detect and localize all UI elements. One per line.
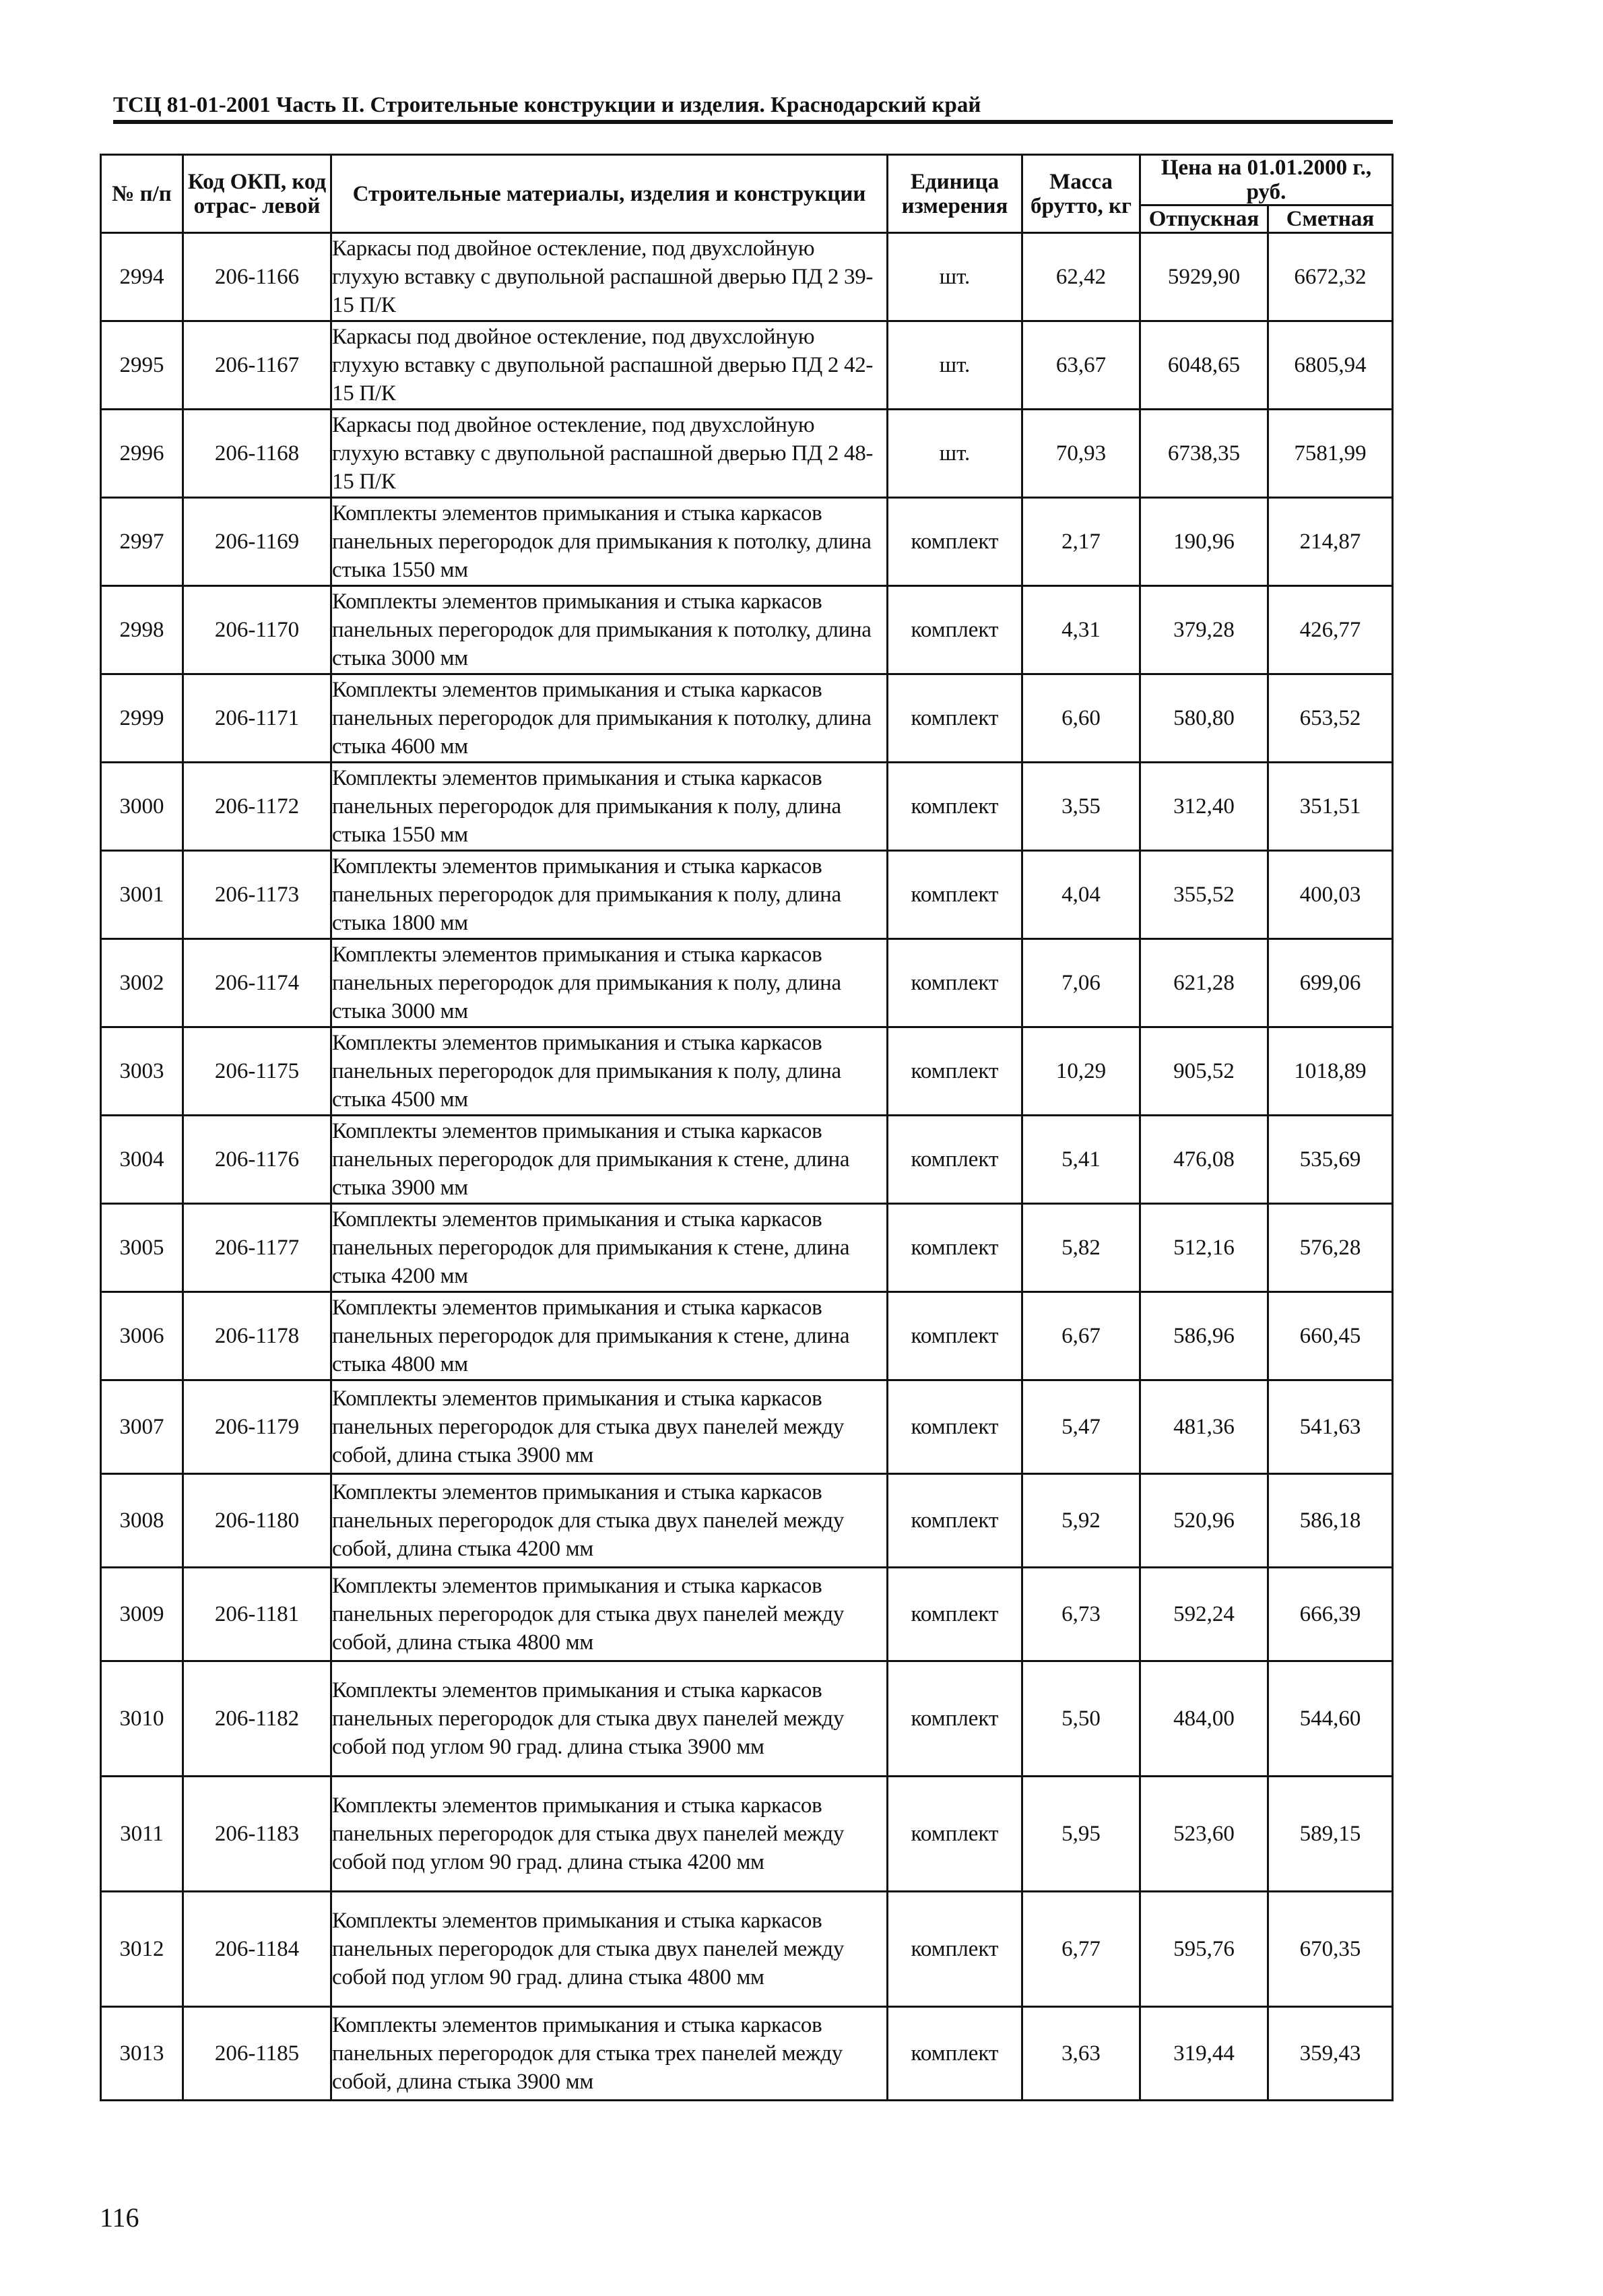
cell-num: 3007 [101, 1380, 183, 1474]
cell-description: Комплекты элементов примыкания и стыка каркасов панельных перегородок для примыкания к потолку, длина стыка 1550 мм [331, 498, 888, 586]
price-table [100, 154, 1394, 2101]
cell-unit: шт. [888, 321, 1022, 410]
table-row [101, 233, 1393, 321]
cell-num: 3002 [101, 939, 183, 1027]
cell-price-estimate: 6672,32 [1268, 233, 1393, 321]
table-row [101, 851, 1393, 939]
cell-price-release: 592,24 [1140, 1568, 1268, 1661]
cell-code: 206-1166 [183, 233, 331, 321]
cell-num: 2994 [101, 233, 183, 321]
table-row [101, 939, 1393, 1027]
cell-description: Комплекты элементов примыкания и стыка каркасов панельных перегородок для стыка двух панелей между собой под углом 90 град. длина стыка 4800 мм [331, 1892, 888, 2007]
cell-code: 206-1183 [183, 1777, 331, 1892]
cell-description: Комплекты элементов примыкания и стыка каркасов панельных перегородок для примыкания к стене, длина стыка 3900 мм [331, 1116, 888, 1204]
cell-price-estimate: 699,06 [1268, 939, 1393, 1027]
cell-num: 3003 [101, 1027, 183, 1116]
table-row [101, 1661, 1393, 1777]
cell-unit: комплект [888, 586, 1022, 674]
cell-description: Каркасы под двойное остекление, под двухслойную глухую вставку с двупольной распашной дверью ПД 2 42-15 П/К [331, 321, 888, 410]
cell-code: 206-1169 [183, 498, 331, 586]
cell-mass: 5,41 [1022, 1116, 1140, 1204]
cell-unit: комплект [888, 763, 1022, 851]
header-desc: Строительные материалы, изделия и конструкции [331, 155, 888, 233]
cell-unit: комплект [888, 1292, 1022, 1380]
header-price-release: Отпускная [1140, 205, 1268, 233]
cell-mass: 7,06 [1022, 939, 1140, 1027]
cell-code: 206-1185 [183, 2007, 331, 2101]
header-code: Код ОКП, код отрас- левой [183, 155, 331, 233]
cell-price-release: 190,96 [1140, 498, 1268, 586]
table-row [101, 1204, 1393, 1292]
cell-code: 206-1172 [183, 763, 331, 851]
table-row [101, 674, 1393, 763]
cell-price-estimate: 666,39 [1268, 1568, 1393, 1661]
cell-unit: комплект [888, 1661, 1022, 1777]
cell-price-release: 379,28 [1140, 586, 1268, 674]
cell-mass: 62,42 [1022, 233, 1140, 321]
cell-price-release: 520,96 [1140, 1474, 1268, 1568]
cell-unit: комплект [888, 674, 1022, 763]
cell-num: 3012 [101, 1892, 183, 2007]
cell-price-release: 355,52 [1140, 851, 1268, 939]
cell-unit: шт. [888, 410, 1022, 498]
cell-mass: 4,31 [1022, 586, 1140, 674]
cell-price-release: 481,36 [1140, 1380, 1268, 1474]
cell-price-estimate: 544,60 [1268, 1661, 1393, 1777]
header-price: Цена на 01.01.2000 г., руб. [1140, 155, 1393, 205]
cell-mass: 5,92 [1022, 1474, 1140, 1568]
table-row [101, 498, 1393, 586]
cell-price-release: 312,40 [1140, 763, 1268, 851]
cell-price-release: 5929,90 [1140, 233, 1268, 321]
cell-mass: 6,60 [1022, 674, 1140, 763]
header-price-estimate: Сметная [1268, 205, 1393, 233]
cell-unit: комплект [888, 2007, 1022, 2101]
cell-price-estimate: 351,51 [1268, 763, 1393, 851]
cell-num: 3013 [101, 2007, 183, 2101]
cell-num: 2997 [101, 498, 183, 586]
cell-unit: комплект [888, 498, 1022, 586]
cell-mass: 5,47 [1022, 1380, 1140, 1474]
cell-description: Комплекты элементов примыкания и стыка каркасов панельных перегородок для примыкания к стене, длина стыка 4800 мм [331, 1292, 888, 1380]
cell-num: 3011 [101, 1777, 183, 1892]
cell-mass: 3,55 [1022, 763, 1140, 851]
table-body [101, 233, 1393, 2101]
cell-mass: 6,67 [1022, 1292, 1140, 1380]
cell-code: 206-1171 [183, 674, 331, 763]
cell-description: Комплекты элементов примыкания и стыка каркасов панельных перегородок для примыкания к потолку, длина стыка 4600 мм [331, 674, 888, 763]
cell-price-estimate: 541,63 [1268, 1380, 1393, 1474]
cell-num: 3005 [101, 1204, 183, 1292]
table-row [101, 1380, 1393, 1474]
cell-mass: 6,73 [1022, 1568, 1140, 1661]
cell-price-release: 523,60 [1140, 1777, 1268, 1892]
cell-code: 206-1173 [183, 851, 331, 939]
cell-price-estimate: 589,15 [1268, 1777, 1393, 1892]
cell-description: Комплекты элементов примыкания и стыка каркасов панельных перегородок для стыка двух панелей между собой, длина стыка 4800 мм [331, 1568, 888, 1661]
cell-unit: комплект [888, 1474, 1022, 1568]
cell-num: 2996 [101, 410, 183, 498]
cell-price-release: 319,44 [1140, 2007, 1268, 2101]
table-row [101, 763, 1393, 851]
table-row [101, 1292, 1393, 1380]
cell-code: 206-1177 [183, 1204, 331, 1292]
cell-mass: 10,29 [1022, 1027, 1140, 1116]
cell-mass: 5,50 [1022, 1661, 1140, 1777]
cell-price-estimate: 535,69 [1268, 1116, 1393, 1204]
cell-num: 2998 [101, 586, 183, 674]
cell-mass: 6,77 [1022, 1892, 1140, 2007]
cell-description: Комплекты элементов примыкания и стыка каркасов панельных перегородок для стыка двух панелей между собой под углом 90 град. длина стыка 3900 мм [331, 1661, 888, 1777]
cell-code: 206-1184 [183, 1892, 331, 2007]
cell-num: 2995 [101, 321, 183, 410]
cell-price-estimate: 400,03 [1268, 851, 1393, 939]
cell-mass: 2,17 [1022, 498, 1140, 586]
cell-unit: комплект [888, 851, 1022, 939]
cell-price-release: 6738,35 [1140, 410, 1268, 498]
cell-price-estimate: 653,52 [1268, 674, 1393, 763]
cell-unit: комплект [888, 1204, 1022, 1292]
cell-description: Каркасы под двойное остекление, под двухслойную глухую вставку с двупольной распашной дверью ПД 2 39-15 П/К [331, 233, 888, 321]
header-unit: Единица измерения [888, 155, 1022, 233]
cell-price-estimate: 426,77 [1268, 586, 1393, 674]
cell-code: 206-1170 [183, 586, 331, 674]
cell-description: Каркасы под двойное остекление, под двухслойную глухую вставку с двупольной распашной дверью ПД 2 48-15 П/К [331, 410, 888, 498]
cell-unit: шт. [888, 233, 1022, 321]
cell-num: 3001 [101, 851, 183, 939]
page-header-title: ТСЦ 81-01-2001 Часть II. Строительные конструкции и изделия. Краснодарский край [113, 93, 981, 117]
cell-price-estimate: 7581,99 [1268, 410, 1393, 498]
cell-code: 206-1174 [183, 939, 331, 1027]
cell-num: 3008 [101, 1474, 183, 1568]
cell-price-release: 6048,65 [1140, 321, 1268, 410]
cell-description: Комплекты элементов примыкания и стыка каркасов панельных перегородок для примыкания к полу, длина стыка 1550 мм [331, 763, 888, 851]
cell-price-release: 586,96 [1140, 1292, 1268, 1380]
cell-code: 206-1176 [183, 1116, 331, 1204]
cell-price-release: 476,08 [1140, 1116, 1268, 1204]
cell-code: 206-1168 [183, 410, 331, 498]
table-row [101, 1892, 1393, 2007]
cell-mass: 3,63 [1022, 2007, 1140, 2101]
page-number: 116 [100, 2202, 139, 2233]
cell-num: 3010 [101, 1661, 183, 1777]
cell-price-estimate: 214,87 [1268, 498, 1393, 586]
cell-unit: комплект [888, 1027, 1022, 1116]
cell-code: 206-1182 [183, 1661, 331, 1777]
cell-code: 206-1179 [183, 1380, 331, 1474]
cell-unit: комплект [888, 1568, 1022, 1661]
cell-price-release: 484,00 [1140, 1661, 1268, 1777]
header-num: № п/п [101, 155, 183, 233]
cell-unit: комплект [888, 1116, 1022, 1204]
cell-num: 3006 [101, 1292, 183, 1380]
table-row [101, 1474, 1393, 1568]
cell-unit: комплект [888, 1380, 1022, 1474]
cell-price-estimate: 1018,89 [1268, 1027, 1393, 1116]
cell-description: Комплекты элементов примыкания и стыка каркасов панельных перегородок для стыка двух панелей между собой под углом 90 град. длина стыка 4200 мм [331, 1777, 888, 1892]
cell-price-release: 580,80 [1140, 674, 1268, 763]
cell-code: 206-1181 [183, 1568, 331, 1661]
cell-num: 3000 [101, 763, 183, 851]
cell-unit: комплект [888, 939, 1022, 1027]
cell-description: Комплекты элементов примыкания и стыка каркасов панельных перегородок для примыкания к полу, длина стыка 3000 мм [331, 939, 888, 1027]
cell-description: Комплекты элементов примыкания и стыка каркасов панельных перегородок для примыкания к стене, длина стыка 4200 мм [331, 1204, 888, 1292]
cell-mass: 5,82 [1022, 1204, 1140, 1292]
cell-price-estimate: 660,45 [1268, 1292, 1393, 1380]
cell-price-estimate: 670,35 [1268, 1892, 1393, 2007]
cell-mass: 5,95 [1022, 1777, 1140, 1892]
cell-price-release: 512,16 [1140, 1204, 1268, 1292]
header-mass: Масса брутто, кг [1022, 155, 1140, 233]
cell-description: Комплекты элементов примыкания и стыка каркасов панельных перегородок для примыкания к полу, длина стыка 1800 мм [331, 851, 888, 939]
cell-num: 2999 [101, 674, 183, 763]
table-row [101, 1116, 1393, 1204]
header-rule [113, 120, 1393, 124]
cell-code: 206-1178 [183, 1292, 331, 1380]
cell-description: Комплекты элементов примыкания и стыка каркасов панельных перегородок для стыка трех панелей между собой, длина стыка 3900 мм [331, 2007, 888, 2101]
cell-price-estimate: 359,43 [1268, 2007, 1393, 2101]
cell-mass: 70,93 [1022, 410, 1140, 498]
cell-price-release: 621,28 [1140, 939, 1268, 1027]
cell-description: Комплекты элементов примыкания и стыка каркасов панельных перегородок для примыкания к потолку, длина стыка 3000 мм [331, 586, 888, 674]
cell-mass: 4,04 [1022, 851, 1140, 939]
table-row [101, 586, 1393, 674]
cell-price-estimate: 576,28 [1268, 1204, 1393, 1292]
cell-description: Комплекты элементов примыкания и стыка каркасов панельных перегородок для стыка двух панелей между собой, длина стыка 3900 мм [331, 1380, 888, 1474]
cell-unit: комплект [888, 1777, 1022, 1892]
cell-price-release: 905,52 [1140, 1027, 1268, 1116]
table-row [101, 1568, 1393, 1661]
cell-mass: 63,67 [1022, 321, 1140, 410]
cell-description: Комплекты элементов примыкания и стыка каркасов панельных перегородок для стыка двух панелей между собой, длина стыка 4200 мм [331, 1474, 888, 1568]
table-row [101, 321, 1393, 410]
cell-num: 3004 [101, 1116, 183, 1204]
table-row [101, 2007, 1393, 2101]
cell-code: 206-1175 [183, 1027, 331, 1116]
cell-code: 206-1167 [183, 321, 331, 410]
cell-price-estimate: 586,18 [1268, 1474, 1393, 1568]
cell-code: 206-1180 [183, 1474, 331, 1568]
cell-num: 3009 [101, 1568, 183, 1661]
table-row [101, 1027, 1393, 1116]
cell-unit: комплект [888, 1892, 1022, 2007]
cell-description: Комплекты элементов примыкания и стыка каркасов панельных перегородок для примыкания к полу, длина стыка 4500 мм [331, 1027, 888, 1116]
cell-price-release: 595,76 [1140, 1892, 1268, 2007]
table-row [101, 410, 1393, 498]
table-row [101, 1777, 1393, 1892]
cell-price-estimate: 6805,94 [1268, 321, 1393, 410]
